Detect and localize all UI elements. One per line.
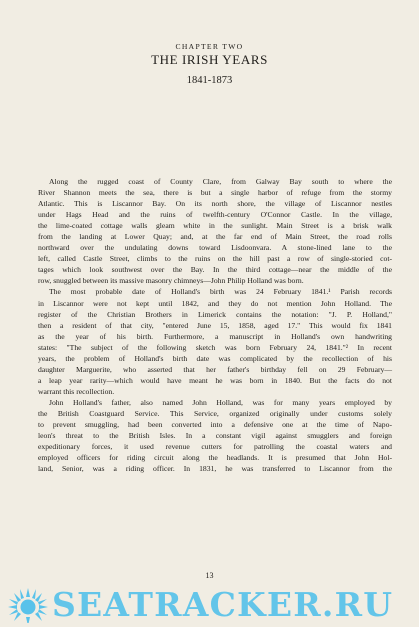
text-line: Along the rugged coast of County Clare, from Galway Bay south to where the (49, 177, 392, 186)
text-line: states: "The subject of the following sketch was born February 24, 1841."² In recent (38, 342, 392, 352)
page-number: 13 (205, 571, 214, 580)
text-line: expeditionary forces, it used revenue cutters for patrolling the coastal waters and (38, 442, 392, 452)
text-line: warrant this recollection. (38, 386, 115, 396)
body-text (27, 176, 392, 474)
text-line: row, snuggled between its massive masonry chimneys—John Philip Holland was born. (38, 276, 304, 286)
paragraph (27, 176, 392, 286)
watermark (0, 583, 419, 627)
chapter-title: THE IRISH YEARS (151, 52, 268, 67)
text-line: Atlantic. This is Liscannor Bay. On its north shore, the village of Liscannor nestles (38, 199, 392, 209)
paragraph (27, 397, 392, 474)
text-line: The most probable date of Holland's birth was 24 February 1841.¹ Parish records (49, 287, 392, 297)
text-line: tages which look southwest over the Bay. In the third cottage—near the middle of the (38, 265, 392, 275)
chapter-label: CHAPTER TWO (175, 42, 244, 51)
text-line: John Holland's father, also named John Holland, was for many years employed by (49, 397, 392, 407)
text-line: northward over the undulating downs toward Lisdoonvara. A stone-lined lane to the (38, 243, 392, 253)
watermark-text: SEATRACKER.RU (52, 585, 394, 624)
text-line: leon's threat to the British Isles. In a constant vigil against smugglers and foreign (38, 431, 392, 441)
text-line: from the landing at Lower Quay; and, at the far end of Main Street, the road rolls (38, 232, 392, 242)
text-line: in Liscannor were not kept until 1842, and they do not mention John Holland. The (38, 298, 392, 308)
text-line: left, called Castle Street, climbs to the ruins on the hill past a row of single-storied cot- (38, 254, 392, 264)
chapter-years: 1841-1873 (186, 75, 233, 86)
text-line: daughter Marguerite, who asserted that her father's birthday fell on 29 February— (38, 364, 392, 374)
text-line: River Shannon meets the sea, there is but a single harbor of refuge from the stormy (38, 188, 392, 198)
text-line: then a resident of that city, "entered June 15, 1858, aged 17." This would fix 1841 (38, 320, 392, 330)
paragraph (27, 286, 392, 396)
text-line: register of the Christian Brothers in Limerick contains the notation: "J. P. Holland," (38, 309, 392, 319)
text-line: the British Coastguard Service. This Service, organized originally under customs solely (38, 408, 392, 418)
sun-logo-icon (4, 587, 56, 623)
text-line: under Hags Head and the ruins of twelfth-century O'Connor Castle. In the village, (38, 210, 392, 220)
text-line: years, the problem of Holland's birth date was complicated by the recollection of his (38, 353, 392, 363)
text-line: employed officers for riding circuit along the headlands. It is presumed that John Hol- (38, 453, 392, 463)
text-line: the lime-coated cottage walls gleam white in the sunlight. Main Street is a brisk walk (38, 221, 392, 231)
text-line: to prevent smuggling, had been converted into a defensive one at the time of Napo- (38, 420, 392, 430)
text-line: a leap year rarity—which would have meant he was born in 1840. But the facts do not (38, 375, 392, 385)
text-line: as the year of his birth. Furthermore, a manuscript in Holland's own handwriting (38, 331, 392, 341)
text-line: land, Senior, was a riding officer. In 1831, he was transferred to Liscannor from the (38, 464, 392, 474)
